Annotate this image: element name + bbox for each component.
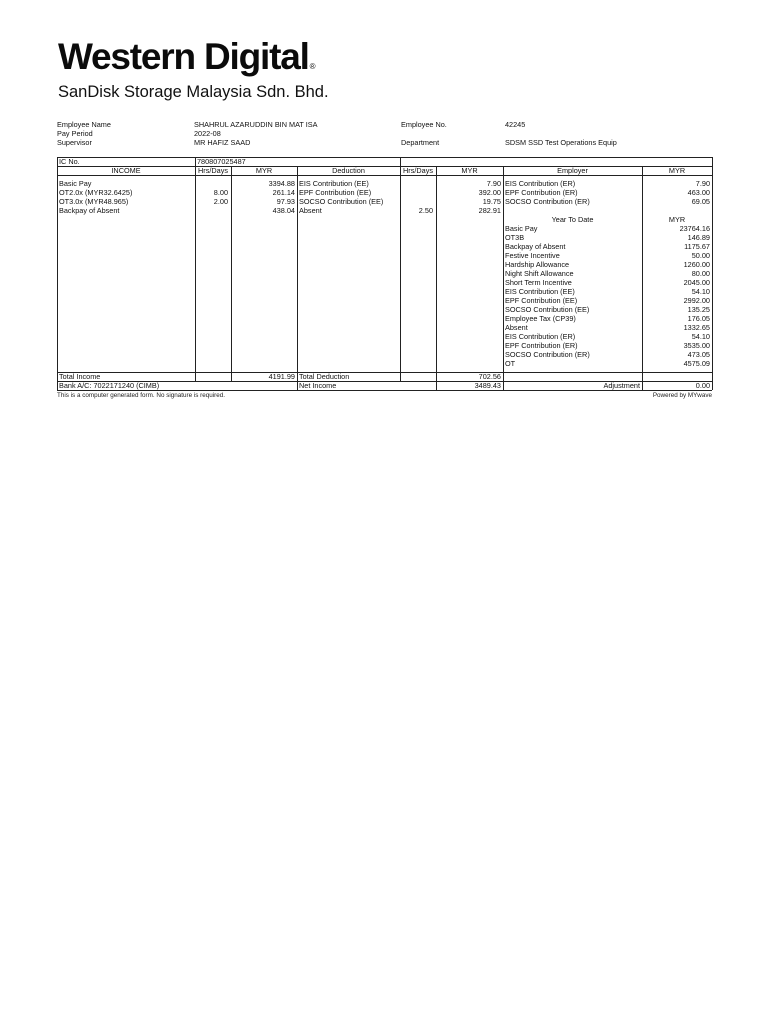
income-header: INCOME (111, 166, 141, 175)
ytd-amount: 176.05 (687, 314, 710, 323)
deduction-header: Deduction (332, 166, 365, 175)
ytd-item: Short Term Incentive (505, 278, 572, 287)
deduction-amount: 7.90 (486, 179, 501, 188)
ytd-amount: 54.10 (691, 287, 710, 296)
deduction-item: EPF Contribution (EE) (299, 188, 372, 197)
deduction-amount: 282.91 (478, 206, 501, 215)
adjustment-amount: 0.00 (695, 381, 710, 390)
ytd-amount: 2992.00 (683, 296, 710, 305)
pay-period: 2022-08 (194, 129, 221, 138)
income-amount: 261.14 (272, 188, 295, 197)
table-col-divider (503, 166, 504, 390)
income-item: OT2.0x (MYR32.6425) (59, 188, 133, 197)
table-col-divider (297, 166, 298, 390)
ytd-title: Year To Date (551, 215, 594, 224)
income-amount: 3394.88 (268, 179, 295, 188)
deduction-amount: 392.00 (478, 188, 501, 197)
info-values-right (505, 120, 617, 147)
ytd-item: OT (505, 359, 516, 368)
employee-name: SHAHRUL AZARUDDIN BIN MAT ISA (194, 120, 318, 129)
employer-amount: 463.00 (687, 188, 710, 197)
ytd-amount: 50.00 (691, 251, 710, 260)
ic-number: 780807025487 (197, 157, 246, 166)
income-amount: 97.93 (276, 197, 295, 206)
myr-header: MYR (461, 166, 478, 175)
ytd-item: Employee Tax (CP39) (505, 314, 576, 323)
ytd-amount: 23764.16 (679, 224, 710, 233)
table-rule (57, 372, 712, 373)
department-label: Department (401, 138, 440, 147)
ytd-item: Hardship Allowance (505, 260, 570, 269)
ytd-item: OT3B (505, 233, 525, 242)
deduction-amount: 19.75 (482, 197, 501, 206)
table-border-bottom (57, 390, 712, 391)
supervisor: MR HAFIZ SAAD (194, 138, 251, 147)
employee-no-label: Employee No. (401, 120, 447, 129)
ytd-amount: 1175.67 (684, 242, 710, 251)
myr-header: MYR (668, 166, 686, 175)
brand-name: Western Digital (58, 36, 309, 77)
department: SDSM SSD Test Operations Equip (505, 138, 617, 147)
employee-no: 42245 (505, 120, 526, 129)
ytd-item: EIS Contribution (ER) (505, 332, 576, 341)
ytd-amount: 80.00 (691, 269, 710, 278)
ytd-item: EIS Contribution (EE) (505, 287, 575, 296)
supervisor-label: Supervisor (57, 138, 92, 147)
ytd-amount: 2045.00 (683, 278, 710, 287)
ytd-item: Festive Incentive (505, 251, 560, 260)
ytd-amount: 1332.65 (683, 323, 710, 332)
employer-amount: 7.90 (695, 179, 710, 188)
ytd-amount: 135.25 (687, 305, 710, 314)
pay-period-label: Pay Period (57, 129, 93, 138)
net-income: 3489.43 (474, 381, 501, 390)
deduction-item: EIS Contribution (EE) (299, 179, 369, 188)
hrs-header: Hrs/Days (403, 166, 433, 175)
ytd-amount: 54.10 (691, 332, 710, 341)
employer-header: Employer (557, 166, 588, 175)
footer-note: This is a computer generated form. No signature is required. (57, 392, 225, 399)
employer-amount: 69.05 (691, 197, 710, 206)
table-border-right (712, 157, 713, 390)
ytd-item: Absent (505, 323, 528, 332)
income-item: Backpay of Absent (59, 206, 120, 215)
total-income: 4191.99 (268, 372, 295, 381)
ic-label: IC No. (59, 157, 80, 166)
net-income-label: Net Income (299, 381, 337, 390)
table-rule (57, 175, 712, 176)
income-amount: 438.04 (272, 206, 295, 215)
total-deduction: 702.56 (478, 372, 501, 381)
ytd-item: Night Shift Allowance (505, 269, 574, 278)
table-border-top (57, 157, 712, 158)
myr-header: MYR (255, 166, 273, 175)
ytd-amount: 473.05 (687, 350, 710, 359)
ytd-item: Backpay of Absent (505, 242, 566, 251)
hrs-header: Hrs/Days (198, 166, 228, 175)
table-col-divider (400, 157, 401, 381)
ytd-item: EPF Contribution (ER) (505, 341, 578, 350)
ytd-item: Basic Pay (505, 224, 538, 233)
deduction-item: Absent (299, 206, 322, 215)
ytd-amount: 4575.09 (683, 359, 710, 368)
adjustment-label: Adjustment (603, 381, 640, 390)
income-item: OT3.0x (MYR48.965) (59, 197, 129, 206)
ytd-amount: 3535.00 (683, 341, 710, 350)
payslip-table (57, 157, 712, 392)
employer-item: SOCSO Contribution (ER) (505, 197, 590, 206)
bank-account: Bank A/C: 7022171240 (CIMB) (59, 381, 160, 390)
company-logo (58, 36, 316, 78)
income-hrs: 2.00 (213, 197, 228, 206)
ytd-currency: MYR (668, 215, 686, 224)
deduction-item: SOCSO Contribution (EE) (299, 197, 384, 206)
ytd-item: SOCSO Contribution (ER) (505, 350, 590, 359)
table-border-left (57, 157, 58, 390)
ytd-amount: 146.89 (687, 233, 710, 242)
total-income-label: Total Income (59, 372, 101, 381)
deduction-hrs: 2.50 (418, 206, 433, 215)
registered-mark: ® (309, 62, 316, 71)
ytd-item: EPF Contribution (EE) (505, 296, 578, 305)
company-name: SanDisk Storage Malaysia Sdn. Bhd. (58, 83, 329, 101)
ytd-amount: 1260.00 (683, 260, 710, 269)
employee-name-label: Employee Name (57, 120, 111, 129)
info-values-left (194, 120, 318, 147)
info-labels-right (401, 120, 447, 147)
income-hrs: 8.00 (213, 188, 228, 197)
income-item: Basic Pay (59, 179, 92, 188)
ytd-item: SOCSO Contribution (EE) (505, 305, 590, 314)
employer-item: EIS Contribution (ER) (505, 179, 576, 188)
employer-item: EPF Contribution (ER) (505, 188, 578, 197)
powered-by: Powered by MYwave (652, 392, 712, 399)
total-deduction-label: Total Deduction (299, 372, 350, 381)
info-labels-left (57, 120, 111, 147)
